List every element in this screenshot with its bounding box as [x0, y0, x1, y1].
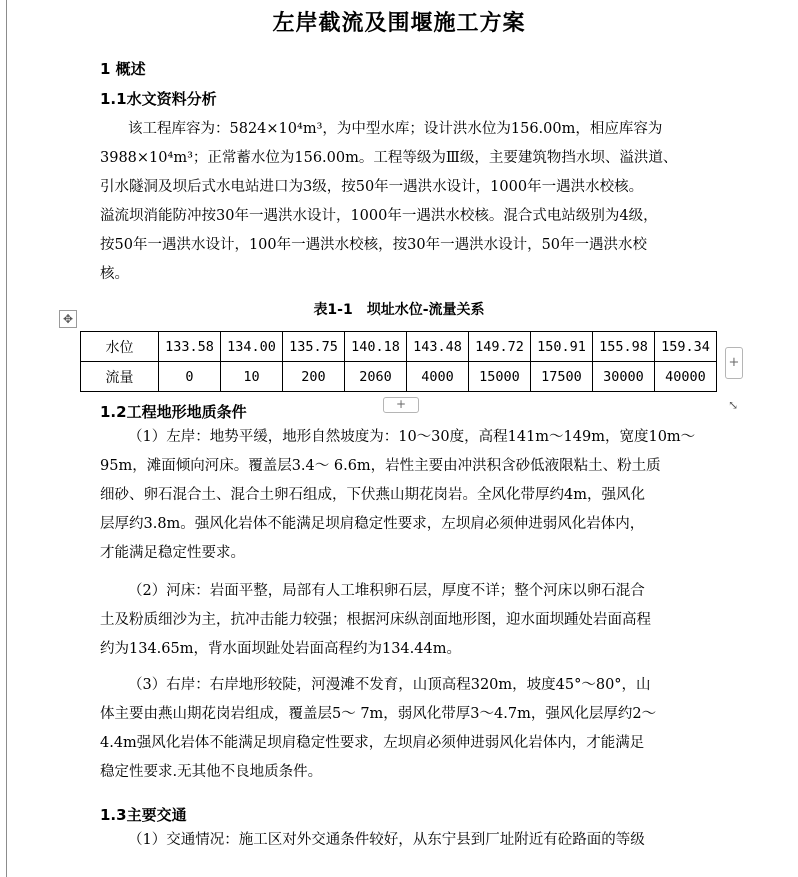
- text-line: （1）交通情况：施工区对外交通条件较好，从东宁县到厂址附近有砼路面的等级: [128, 832, 645, 848]
- text-line: 细砂、卵石混合土、混合土卵石组成，下伏燕山期花岗岩。全风化带厚约4m，强风化: [100, 487, 645, 503]
- water-level-flow-table: [80, 331, 717, 392]
- resize-icon[interactable]: ⤡: [727, 398, 739, 412]
- heading-overview: 1 概述: [100, 60, 146, 78]
- table-cell: 159.34: [655, 332, 717, 362]
- heading-traffic: 1.3主要交通: [100, 806, 187, 824]
- text-line: 该工程库容为：5824×10⁴m³，为中型水库；设计洪水位为156.00m，相应库容为: [128, 121, 663, 137]
- table-cell: 2060: [345, 362, 407, 392]
- row-header-level: 水位: [81, 332, 159, 362]
- table-row: [81, 362, 717, 392]
- text-line: （1）左岸：地势平缓，地形自然坡度为：10～30度，高程141m～149m，宽度10m～: [128, 429, 696, 445]
- table-cell: 149.72: [469, 332, 531, 362]
- text-line: 引水隧洞及坝后式水电站进口为3级，按50年一遇洪水设计，1000年一遇洪水校核。: [100, 179, 644, 195]
- paragraph-right-bank: [100, 671, 700, 787]
- paragraph-hydrology: [100, 115, 700, 289]
- table-cell: 135.75: [283, 332, 345, 362]
- row-header-flow: 流量: [81, 362, 159, 392]
- page-left-rule: [6, 0, 7, 877]
- text-line: 才能满足稳定性要求。: [100, 545, 245, 561]
- paragraph-left-bank: [100, 423, 700, 568]
- text-line: 约为134.65m，背水面坝趾处岩面高程约为134.44m。: [100, 641, 461, 657]
- text-line: （3）右岸：右岸地形较陡，河漫滩不发育，山顶高程320m，坡度45°～80°，山: [128, 677, 651, 693]
- table-cell: 140.18: [345, 332, 407, 362]
- table-cell: 150.91: [531, 332, 593, 362]
- table-cell: 40000: [655, 362, 717, 392]
- table-cell: 133.58: [159, 332, 221, 362]
- heading-hydrology: 1.1水文资料分析: [100, 90, 217, 108]
- table-cell: 0: [159, 362, 221, 392]
- table-cell: 15000: [469, 362, 531, 392]
- text-line: 4.4m强风化岩体不能满足坝肩稳定性要求，左坝肩必须伸进弱风化岩体内，才能满足: [100, 735, 645, 751]
- table-row: [81, 332, 717, 362]
- text-line: （2）河床：岩面平整，局部有人工堆积卵石层，厚度不详；整个河床以卵石混合: [128, 583, 645, 599]
- heading-geology: 1.2工程地形地质条件: [100, 403, 247, 421]
- text-line: 体主要由燕山期花岗岩组成，覆盖层5～ 7m，弱风化带厚3～4.7m，强风化层厚约2～: [100, 706, 657, 722]
- add-column-button[interactable]: +: [725, 347, 743, 379]
- document-title: 左岸截流及围堰施工方案: [272, 11, 526, 36]
- table-cell: 4000: [407, 362, 469, 392]
- paragraph-river-bed: [100, 577, 700, 664]
- table-cell: 200: [283, 362, 345, 392]
- add-row-button[interactable]: +: [383, 397, 419, 413]
- text-line: 土及粉质细沙为主，抗冲击能力较强；根据河床纵剖面地形图，迎水面坝踵处岩面高程: [100, 612, 651, 628]
- text-line: 核。: [100, 266, 129, 282]
- table-cell: 17500: [531, 362, 593, 392]
- text-line: 层厚约3.8m。强风化岩体不能满足坝肩稳定性要求，左坝肩必须伸进弱风化岩体内，: [100, 516, 645, 532]
- table-cell: 143.48: [407, 332, 469, 362]
- text-line: 溢流坝消能防冲按30年一遇洪水设计，1000年一遇洪水校核。混合式电站级别为4级，: [100, 208, 658, 224]
- text-line: 3988×10⁴m³；正常蓄水位为156.00m。工程等级为Ⅲ级，主要建筑物挡水坝、溢洪道、: [100, 150, 678, 166]
- text-line: 稳定性要求.无其他不良地质条件。: [100, 764, 323, 780]
- table-cell: 10: [221, 362, 283, 392]
- paragraph-traffic: [100, 826, 700, 855]
- text-line: 95m，滩面倾向河床。覆盖层3.4～ 6.6m，岩性主要由冲洪积含砂低液限粘土、粉土质: [100, 458, 661, 474]
- move-icon[interactable]: ✥: [59, 310, 77, 328]
- table-caption: 表1-1 坝址水位-流量关系: [313, 302, 485, 318]
- table-cell: 155.98: [593, 332, 655, 362]
- table-cell: 30000: [593, 362, 655, 392]
- text-line: 按50年一遇洪水设计，100年一遇洪水校核，按30年一遇洪水设计，50年一遇洪水校: [100, 237, 648, 253]
- table-cell: 134.00: [221, 332, 283, 362]
